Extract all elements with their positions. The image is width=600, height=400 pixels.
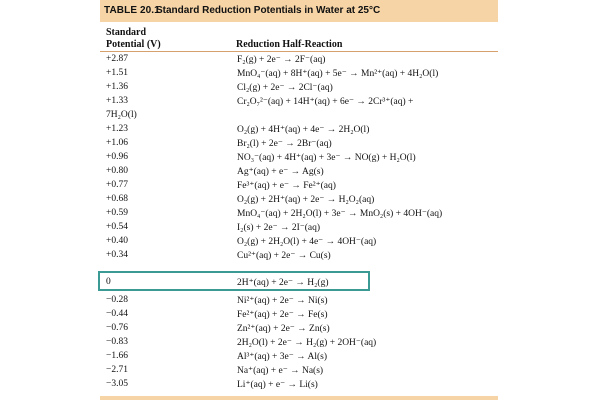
standard-potential-cell: −1.66 — [106, 351, 128, 361]
table-row — [100, 236, 498, 250]
standard-potential-cell: +1.06 — [106, 138, 128, 148]
standard-potential-cell: −2.71 — [106, 365, 128, 375]
table-row — [100, 309, 498, 323]
standard-potential-cell: −3.05 — [106, 379, 128, 389]
table-row — [100, 138, 498, 152]
half-reaction-cell: Ag⁺(aq) + e⁻ → Ag(s) — [237, 167, 324, 177]
table-bottom-bar — [100, 396, 498, 400]
standard-potential-cell: +0.77 — [106, 180, 128, 190]
table-row — [100, 124, 498, 138]
standard-potential-cell: +0.54 — [106, 222, 128, 232]
standard-potential-cell: 0 — [106, 277, 111, 287]
table-row — [100, 166, 498, 180]
table-number: TABLE 20.1 — [104, 5, 160, 16]
table-row — [100, 152, 498, 166]
standard-potential-cell: −0.76 — [106, 323, 128, 333]
half-reaction-cell: MnO₄⁻(aq) + 8H⁺(aq) + 5e⁻ → Mn²⁺(aq) + 4H₂O(l) — [237, 69, 439, 79]
standard-potential-cell: +2.87 — [106, 54, 128, 64]
table-row — [100, 337, 498, 351]
standard-potential-cell: +0.59 — [106, 208, 128, 218]
standard-potential-cell: +0.96 — [106, 152, 128, 162]
table-title: Standard Reduction Potentials in Water at 25°C — [156, 5, 381, 16]
standard-potential-cell: +0.68 — [106, 194, 128, 204]
table-row — [100, 365, 498, 379]
half-reaction-cell: I₂(s) + 2e⁻ → 2I⁻(aq) — [237, 223, 321, 233]
half-reaction-cell: O₂(g) + 2H₂O(l) + 4e⁻ → 4OH⁻(aq) — [237, 237, 377, 247]
half-reaction-cell: Al³⁺(aq) + 3e⁻ → Al(s) — [237, 352, 327, 362]
table-row — [100, 379, 498, 393]
table-row — [100, 54, 498, 68]
table-row — [100, 295, 498, 309]
table-row — [100, 96, 498, 110]
half-reaction-cell: Na⁺(aq) + e⁻ → Na(s) — [237, 366, 324, 376]
table-row — [100, 208, 498, 222]
table-row — [100, 323, 498, 337]
table-row — [100, 222, 498, 236]
half-reaction-cell: Cr₂O₇²⁻(aq) + 14H⁺(aq) + 6e⁻ → 2Cr³⁺(aq) + — [237, 97, 414, 107]
half-reaction-cell: F₂(g) + 2e⁻ → 2F⁻(aq) — [237, 55, 326, 65]
half-reaction-cell: Ni²⁺(aq) + 2e⁻ → Ni(s) — [237, 296, 328, 306]
half-reaction-cell: O₂(g) + 4H⁺(aq) + 4e⁻ → 2H₂O(l) — [237, 125, 370, 135]
half-reaction-cell: Cu²⁺(aq) + 2e⁻ → Cu(s) — [237, 251, 331, 261]
header-rule — [100, 51, 498, 52]
half-reaction-cell: NO₃⁻(aq) + 4H⁺(aq) + 3e⁻ → NO(g) + H₂O(l) — [237, 153, 416, 163]
table-row — [100, 351, 498, 365]
table-row — [100, 180, 498, 194]
standard-potential-cell: +1.33 — [106, 96, 128, 106]
table-row — [100, 68, 498, 82]
table-row — [100, 82, 498, 96]
standard-potential-cell: +1.23 — [106, 124, 128, 134]
standard-potential-cell: +1.36 — [106, 82, 128, 92]
hydrogen-reference-highlight — [98, 271, 370, 291]
half-reaction-cell: Cl₂(g) + 2e⁻ → 2Cl⁻(aq) — [237, 83, 333, 93]
table-row — [100, 194, 498, 208]
potential-column-header — [106, 27, 161, 51]
potential-header-line1: Standard — [106, 27, 147, 38]
standard-potential-cell: +0.80 — [106, 166, 128, 176]
half-reaction-cell: Fe³⁺(aq) + e⁻ → Fe²⁺(aq) — [237, 181, 336, 191]
standard-potential-cell: −0.28 — [106, 295, 128, 305]
potential-header-line2: Potential (V) — [106, 39, 161, 50]
standard-potential-cell: −0.83 — [106, 337, 128, 347]
reaction-column-header: Reduction Half-Reaction — [236, 39, 343, 50]
half-reaction-cell: 2H⁺(aq) + 2e⁻ → H₂(g) — [237, 278, 329, 288]
standard-potential-cell: −0.44 — [106, 309, 128, 319]
standard-potential-cell: +1.51 — [106, 68, 128, 78]
standard-potential-cell: +0.34 — [106, 250, 128, 260]
half-reaction-cell: Fe²⁺(aq) + 2e⁻ → Fe(s) — [237, 310, 328, 320]
half-reaction-cell: Li⁺(aq) + e⁻ → Li(s) — [237, 380, 318, 390]
reduction-potentials-table — [100, 0, 498, 400]
table-row — [100, 250, 498, 264]
standard-potential-cell: +0.40 — [106, 236, 128, 246]
half-reaction-cell: MnO₄⁻(aq) + 2H₂O(l) + 3e⁻ → MnO₂(s) + 4OH⁻(aq) — [237, 209, 443, 219]
half-reaction-cell: O₂(g) + 2H⁺(aq) + 2e⁻ → H₂O₂(aq) — [237, 195, 375, 205]
half-reaction-cell: Zn²⁺(aq) + 2e⁻ → Zn(s) — [237, 324, 330, 334]
table-title-bar — [100, 0, 498, 22]
half-reaction-cell: 2H₂O(l) + 2e⁻ → H₂(g) + 2OH⁻(aq) — [237, 338, 377, 348]
half-reaction-continuation: 7H₂O(l) — [106, 110, 137, 120]
half-reaction-cell: Br₂(l) + 2e⁻ → 2Br⁻(aq) — [237, 139, 332, 149]
